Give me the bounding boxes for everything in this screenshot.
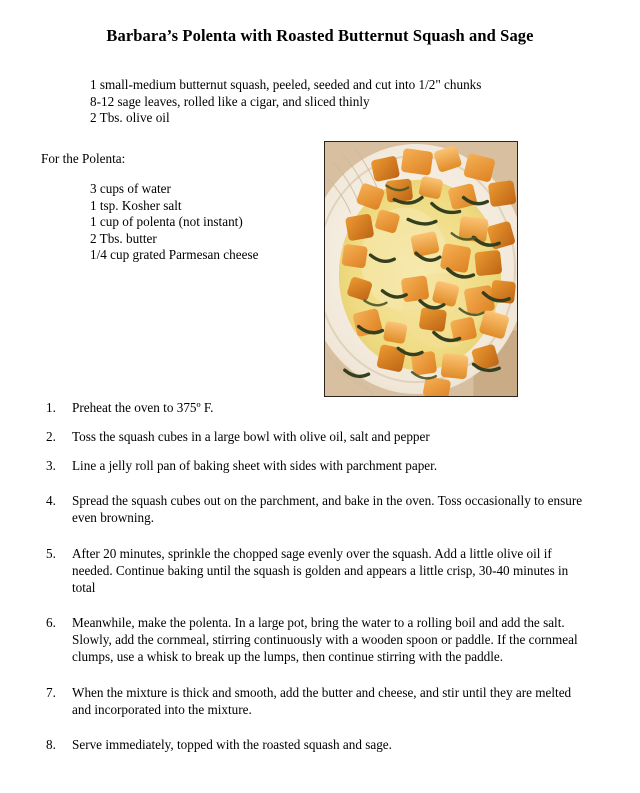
ingredient-item: 3 cups of water (90, 181, 171, 196)
step-number: 2. (46, 428, 56, 444)
step-text: When the mixture is thick and smooth, add the butter and cheese, and stir until they are melted and incorporated into the mixture. (72, 684, 572, 717)
step-item (46, 400, 591, 417)
ingredient-item: 1/4 cup grated Parmesan cheese (90, 247, 259, 263)
step-item (46, 737, 591, 754)
step-item (46, 429, 591, 446)
step-item (46, 615, 591, 665)
step-text: Preheat the oven to 375º F. (72, 400, 214, 415)
step-text: Meanwhile, make the polenta. In a large pot, bring the water to a rolling boil and add the salt. Slowly, add the cornmeal, stirring continuously with a wooden spoon or paddle. If the cornmeal clumps, use a whisk to break up the lumps, then continue stirring with the paddle. (72, 615, 578, 664)
polenta-section-heading: For the Polenta: (41, 151, 126, 166)
food-photo-illustration (325, 142, 517, 396)
step-number: 6. (46, 615, 56, 631)
step-number: 7. (46, 684, 56, 700)
ingredient-item: 1 small-medium butternut squash, peeled, seeded and cut into 1/2" chunks (90, 77, 482, 92)
step-text: Toss the squash cubes in a large bowl with olive oil, salt and pepper (72, 428, 430, 444)
ingredient-item: 2 Tbs. butter (90, 230, 157, 246)
step-item (46, 546, 591, 596)
step-item (46, 493, 591, 527)
ingredient-item: 2 Tbs. olive oil (90, 110, 170, 126)
step-text: After 20 minutes, sprinkle the chopped sage evenly over the squash. Add a little olive oil if needed. Continue baking until the squash is golden and appears a little crisp, 30-40 minutes in total (72, 545, 569, 595)
step-number: 3. (46, 457, 56, 473)
step-number: 5. (46, 545, 56, 561)
instructions-list (46, 400, 591, 766)
recipe-photo-image (325, 142, 517, 396)
polenta-ingredients-list (90, 181, 340, 264)
step-text: Serve immediately, topped with the roasted squash and sage. (72, 737, 392, 753)
step-number: 1. (46, 400, 56, 415)
step-text: Line a jelly roll pan of baking sheet with sides with parchment paper. (72, 457, 438, 473)
step-item (46, 685, 591, 719)
main-ingredients-list (90, 77, 482, 127)
step-text: Spread the squash cubes out on the parchment, and bake in the oven. Toss occasionally to ensure even browning. (72, 493, 583, 526)
ingredient-item: 1 tsp. Kosher salt (90, 197, 182, 213)
step-number: 8. (46, 737, 56, 753)
step-item (46, 458, 591, 475)
ingredient-item: 8-12 sage leaves, rolled like a cigar, and sliced thinly (90, 93, 370, 109)
page-title: Barbara’s Polenta with Roasted Butternut Squash and Sage (106, 26, 534, 45)
step-number: 4. (46, 493, 56, 509)
ingredient-item: 1 cup of polenta (not instant) (90, 214, 243, 230)
recipe-photo (324, 141, 518, 397)
